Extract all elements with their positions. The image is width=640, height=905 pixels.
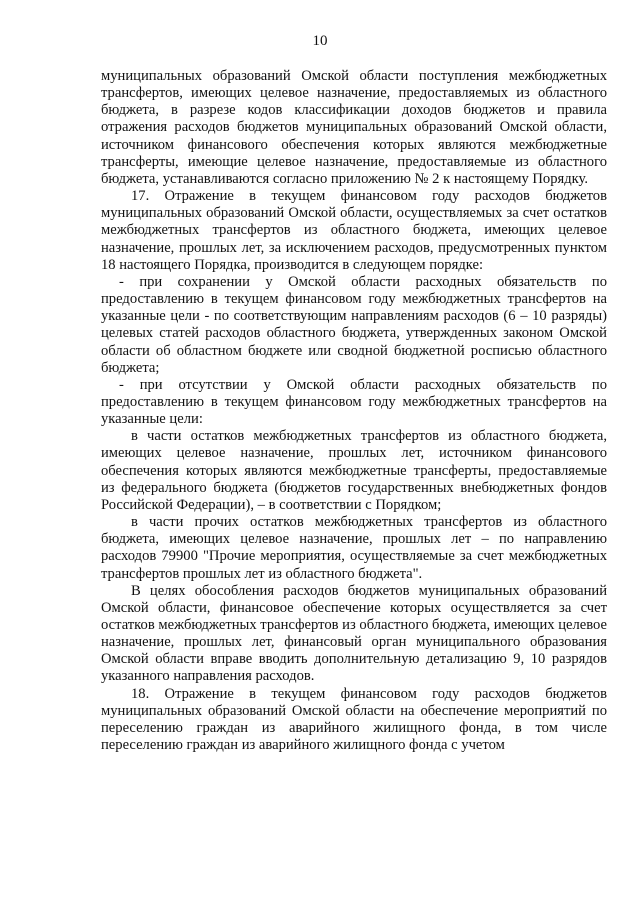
paragraph-continuation: муниципальных образований Омской области поступления межбюджетных трансфертов, имеющих целевое назначение, предоставляемых из областного бюджета, в разрезе кодов классификации доходов бюджетов и правила отражения расходов бюджетов муниципальных образований Омской области, источником финансового обеспечения которых являются межбюджетные трансферты, имеющие целевое назначение, предоставляемые из областного бюджета, устанавливаются согласно приложению № 2 к настоящему Порядку. xyxy=(101,68,607,187)
paragraph-item-17: 17. Отражение в текущем финансовом году расходов бюджетов муниципальных образований Омской области, осуществляемых за счет остатков межбюджетных трансфертов из областного бюджета, имеющих целевое назначение, прошлых лет, за исключением расходов, предусмотренных пунктом 18 настоящего Порядка, производится в следующем порядке: xyxy=(101,188,607,273)
paragraph-detailing: В целях обособления расходов бюджетов муниципальных образований Омской области, финансовое обеспечение которых осуществляется за счет остатков межбюджетных трансфертов из областного бюджета, имеющих целевое назначение, прошлых лет, финансовый орган муниципального образования Омской области вправе вводить дополнительную детализацию 9, 10 разрядов указанного направления расходов. xyxy=(101,582,607,685)
paragraph-bullet-obligations-absent: - при отсутствии у Омской области расходных обязательств по предоставлению в текущем финансовом году межбюджетных трансфертов на указанные цели: xyxy=(101,376,607,428)
paragraph-item-18: 18. Отражение в текущем финансовом году расходов бюджетов муниципальных образований Омской области на обеспечение мероприятий по переселению граждан из аварийного жилищного фонда, в том числе переселению граждан из аварийного жилищного фонда с учетом xyxy=(101,685,607,754)
paragraph-federal-remainders: в части остатков межбюджетных трансфертов из областного бюджета, имеющих целевое назначение, прошлых лет, источником финансового обеспечения которых являются межбюджетные трансферты, предоставляемые из федерального бюджета (бюджетов государственных внебюджетных фондов Российской Федерации), – в соответствии с Порядком; xyxy=(101,428,607,513)
page-number: 10 xyxy=(312,33,328,49)
document-body xyxy=(101,68,607,754)
paragraph-bullet-obligations-kept: - при сохранении у Омской области расходных обязательств по предоставлению в текущем финансовом году межбюджетных трансфертов на указанные цели - по соответствующим направлениям расходов (6 – 10 разряды) целевых статей расходов областного бюджета, утвержденных законом Омской области об областном бюджете или сводной бюджетной росписью областного бюджета; xyxy=(101,273,607,376)
paragraph-other-remainders: в части прочих остатков межбюджетных трансфертов из областного бюджета, имеющих целевое назначение, прошлых лет – по направлению расходов 79900 "Прочие мероприятия, осуществляемые за счет межбюджетных трансфертов прошлых лет из областного бюджета". xyxy=(101,514,607,582)
